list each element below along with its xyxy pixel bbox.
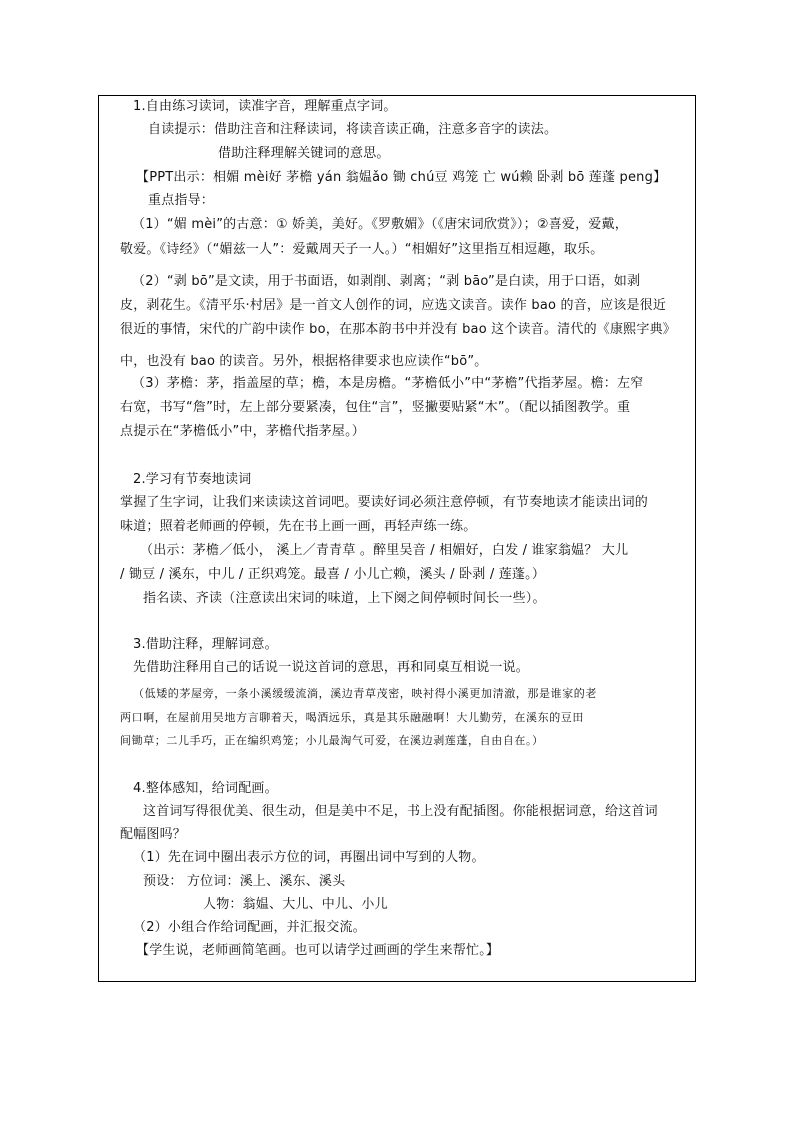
section-2-heading: 2.学习有节奏地读词 xyxy=(133,472,252,487)
ppt-words: 【PPT出示：相媚 mèi好 茅檐 yán 翁媪ǎo 锄 chú豆 鸡笼 亡 wú赖 卧剥 bō 莲蓬 peng】 xyxy=(136,170,667,185)
reading-instruction: 指名读、齐读（注意读出宋词的味道，上下阕之间停顿时间长一些）。 xyxy=(143,591,546,606)
self-reading-tip-2: 借助注释理解关键词的意思。 xyxy=(218,146,390,161)
note-2-line-2: 皮，剥花生。《清平乐·村居》是一首文人创作的词，应选文读音。读作 bao 的音，应该是很近 xyxy=(120,298,667,313)
note-3-line-3: 点提示在“茅檐低小”中，茅檐代指茅屋。） xyxy=(120,424,365,439)
note-2-line-1: （2）“剥 bō”是文读，用于书面语，如剥削、剥离；“剥 bāo”是白读，用于口语，如剥 xyxy=(132,274,641,289)
self-reading-tip: 自读提示：借助注音和注释读词，将读音读正确，注意多音字的读法。 xyxy=(148,122,558,137)
note-3-line-2: 右宽，书写“詹”时，左上部分要紧凑，包住“言”，竖撇要贴紧“木”。（配以插图教学。重 xyxy=(120,400,631,415)
section-4-step-2: （2）小组合作给词配画，并汇报交流。 xyxy=(133,920,366,935)
note-1-line-2: 敬爱。《诗经》（“媚兹一人”：爱戴周天子一人。）“相媚好”这里指互相逗趣，取乐。 xyxy=(120,242,604,257)
rhythm-display-line-1: （出示：茅檐／低小， 溪上／青青草 。醉里吴音 / 相媚好，白发 / 谁家翁媪？ 大儿 xyxy=(140,543,629,558)
note-1-line-1: （1）“媚 mèi”的古意：① 娇美，美好。《罗敷媚》（《唐宋词欣赏》）；②喜爱，爱戴， xyxy=(132,217,628,232)
section-3-heading: 3.借助注释，理解词意。 xyxy=(133,637,278,652)
preset-direction-words: 预设： 方位词：溪上、溪东、溪头 xyxy=(143,874,346,889)
section-2-line-1: 掌握了生字词，让我们来读读这首词吧。要读好词必须注意停顿，有节奏地读才能读出词的 xyxy=(120,495,649,510)
section-3-line-1: 先借助注释用自己的话说一说这首词的意思，再和同桌互相说一说。 xyxy=(133,660,530,675)
note-2-line-4: 中，也没有 bao 的读音。另外，根据格律要求也应读作“bō”。 xyxy=(120,354,488,369)
key-guidance-label: 重点指导： xyxy=(148,193,215,208)
section-4-step-1: （1）先在词中圈出表示方位的词，再圈出词中写到的人物。 xyxy=(133,850,485,865)
section-2-line-2: 味道；照着老师画的停顿，先在书上画一画，再轻声练一练。 xyxy=(120,519,477,534)
section-4-line-1: 这首词写得很优美、很生动，但是美中不足，书上没有配插图。你能根据词意，给这首词 xyxy=(143,804,658,819)
section-4-line-2: 配幅图吗？ xyxy=(120,827,187,842)
rhythm-display-line-2: / 锄豆 / 溪东，中儿 / 正织鸡笼。最喜 / 小儿亡赖，溪头 / 卧剥 / 莲蓬。） xyxy=(120,567,546,582)
handwritten-meaning-line-1: （低矮的茅屋旁，一条小溪缓缓流淌，溪边青草茂密，映衬得小溪更加清澈，那是谁家的老 xyxy=(133,687,597,700)
handwritten-meaning-line-3: 间锄草；二儿手巧，正在编织鸡笼；小儿最淘气可爱，在溪边剥莲蓬，自由自在。） xyxy=(120,734,544,747)
preset-characters: 人物：翁媪、大儿、中儿、小儿 xyxy=(203,897,388,912)
section-1-heading: 1.自由练习读词，读准字音，理解重点字词。 xyxy=(133,99,397,114)
section-4-note: 【学生说，老师画简笔画。也可以请学过画画的学生来帮忙。】 xyxy=(136,943,500,958)
handwritten-meaning-line-2: 两口啊，在屋前用吴地方言聊着天，喝酒远乐，真是其乐融融啊！大儿勤劳，在溪东的豆田 xyxy=(120,711,584,724)
section-4-heading: 4.整体感知，给词配画。 xyxy=(133,781,278,796)
note-2-line-3: 很近的事情，宋代的广韵中读作 bo，在那本韵书中并没有 bao 这个读音。清代的《康熙字典》 xyxy=(120,322,676,337)
note-3-line-1: （3）茅檐：茅，指盖屋的草；檐，本是房檐。“茅檐低小”中“茅檐”代指茅屋。檐：左窄 xyxy=(132,376,644,391)
